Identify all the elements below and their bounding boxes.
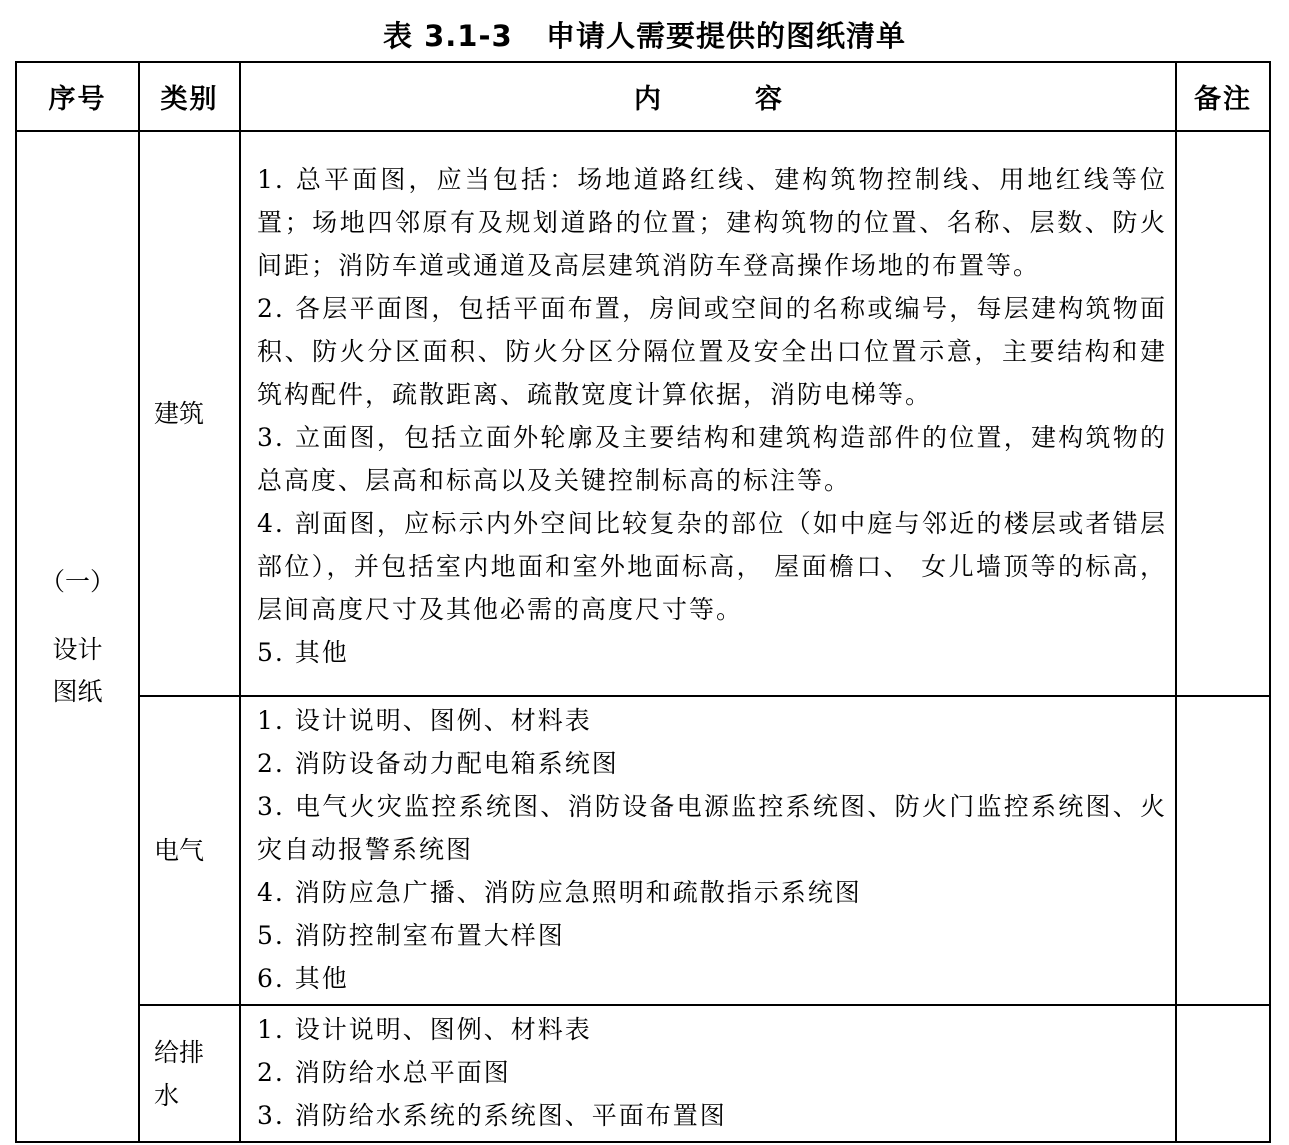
header-row	[16, 62, 1270, 131]
group-seq-number: （一）	[39, 566, 115, 596]
list-item: 3. 电气火灾监控系统图、消防设备电源监控系统图、防火门监控系统图、火灾自动报警系统图	[257, 792, 1167, 864]
group-seq-cell	[16, 131, 139, 1142]
list-item: 1. 设计说明、图例、材料表	[257, 706, 592, 735]
list-item: 1. 设计说明、图例、材料表	[257, 1015, 592, 1044]
table-row	[16, 131, 1270, 696]
header-seq: 序号	[16, 62, 139, 131]
header-note: 备注	[1176, 62, 1270, 131]
category-label: 建筑	[154, 399, 205, 428]
list-item: 2. 各层平面图，包括平面布置，房间或空间的名称或编号，每层建构筑物面积、防火分区面积、防火分区分隔位置及安全出口位置示意，主要结构和建筑构配件，疏散距离、疏散宽度计算依据，消防电梯等。	[257, 293, 1167, 409]
drawing-list-table	[15, 61, 1271, 1143]
list-item: 5. 消防控制室布置大样图	[257, 921, 565, 950]
category-label: 电气	[154, 836, 205, 865]
category-cell	[139, 1005, 240, 1142]
header-category: 类别	[139, 62, 240, 131]
list-item: 2. 消防给水总平面图	[257, 1058, 511, 1087]
list-item: 3. 消防给水系统的系统图、平面布置图	[257, 1101, 727, 1130]
list-item: 5. 其他	[257, 637, 349, 667]
note-cell	[1176, 131, 1270, 696]
list-item: 3. 立面图，包括立面外轮廓及主要结构和建筑构造部件的位置，建构筑物的总高度、层高和标高以及关键控制标高的标注等。	[257, 422, 1167, 495]
category-cell	[139, 696, 240, 1005]
content-cell	[240, 1005, 1176, 1142]
group-name-line1: 设计	[52, 634, 103, 664]
header-content-label: 内 容	[634, 84, 782, 115]
note-cell	[1176, 1005, 1270, 1142]
list-item: 4. 消防应急广播、消防应急照明和疏散指示系统图	[257, 878, 862, 907]
list-item: 2. 消防设备动力配电箱系统图	[257, 749, 619, 778]
group-name-line2: 图纸	[52, 676, 103, 706]
list-item: 4. 剖面图，应标示内外空间比较复杂的部位（如中庭与邻近的楼层或者错层部位），并包括室内地面和室外地面标高， 屋面檐口、 女儿墙顶等的标高， 层间高度尺寸及其他必需的高度尺寸等。	[257, 508, 1167, 624]
table-title: 表 3.1-3 申请人需要提供的图纸清单	[383, 19, 906, 53]
table-row	[16, 1005, 1270, 1142]
header-content	[240, 62, 1176, 131]
content-cell	[240, 696, 1176, 1005]
category-label: 给排水	[154, 1037, 205, 1110]
list-item: 1. 总平面图，应当包括：场地道路红线、建构筑物控制线、用地红线等位置；场地四邻原有及规划道路的位置；建构筑物的位置、名称、层数、防火间距；消防车道或通道及高层建筑消防车登高操作场地的布置等。	[257, 164, 1167, 280]
table-row	[16, 696, 1270, 1005]
category-cell	[139, 131, 240, 696]
list-item: 6. 其他	[257, 964, 349, 993]
note-cell	[1176, 696, 1270, 1005]
content-cell	[240, 131, 1176, 696]
